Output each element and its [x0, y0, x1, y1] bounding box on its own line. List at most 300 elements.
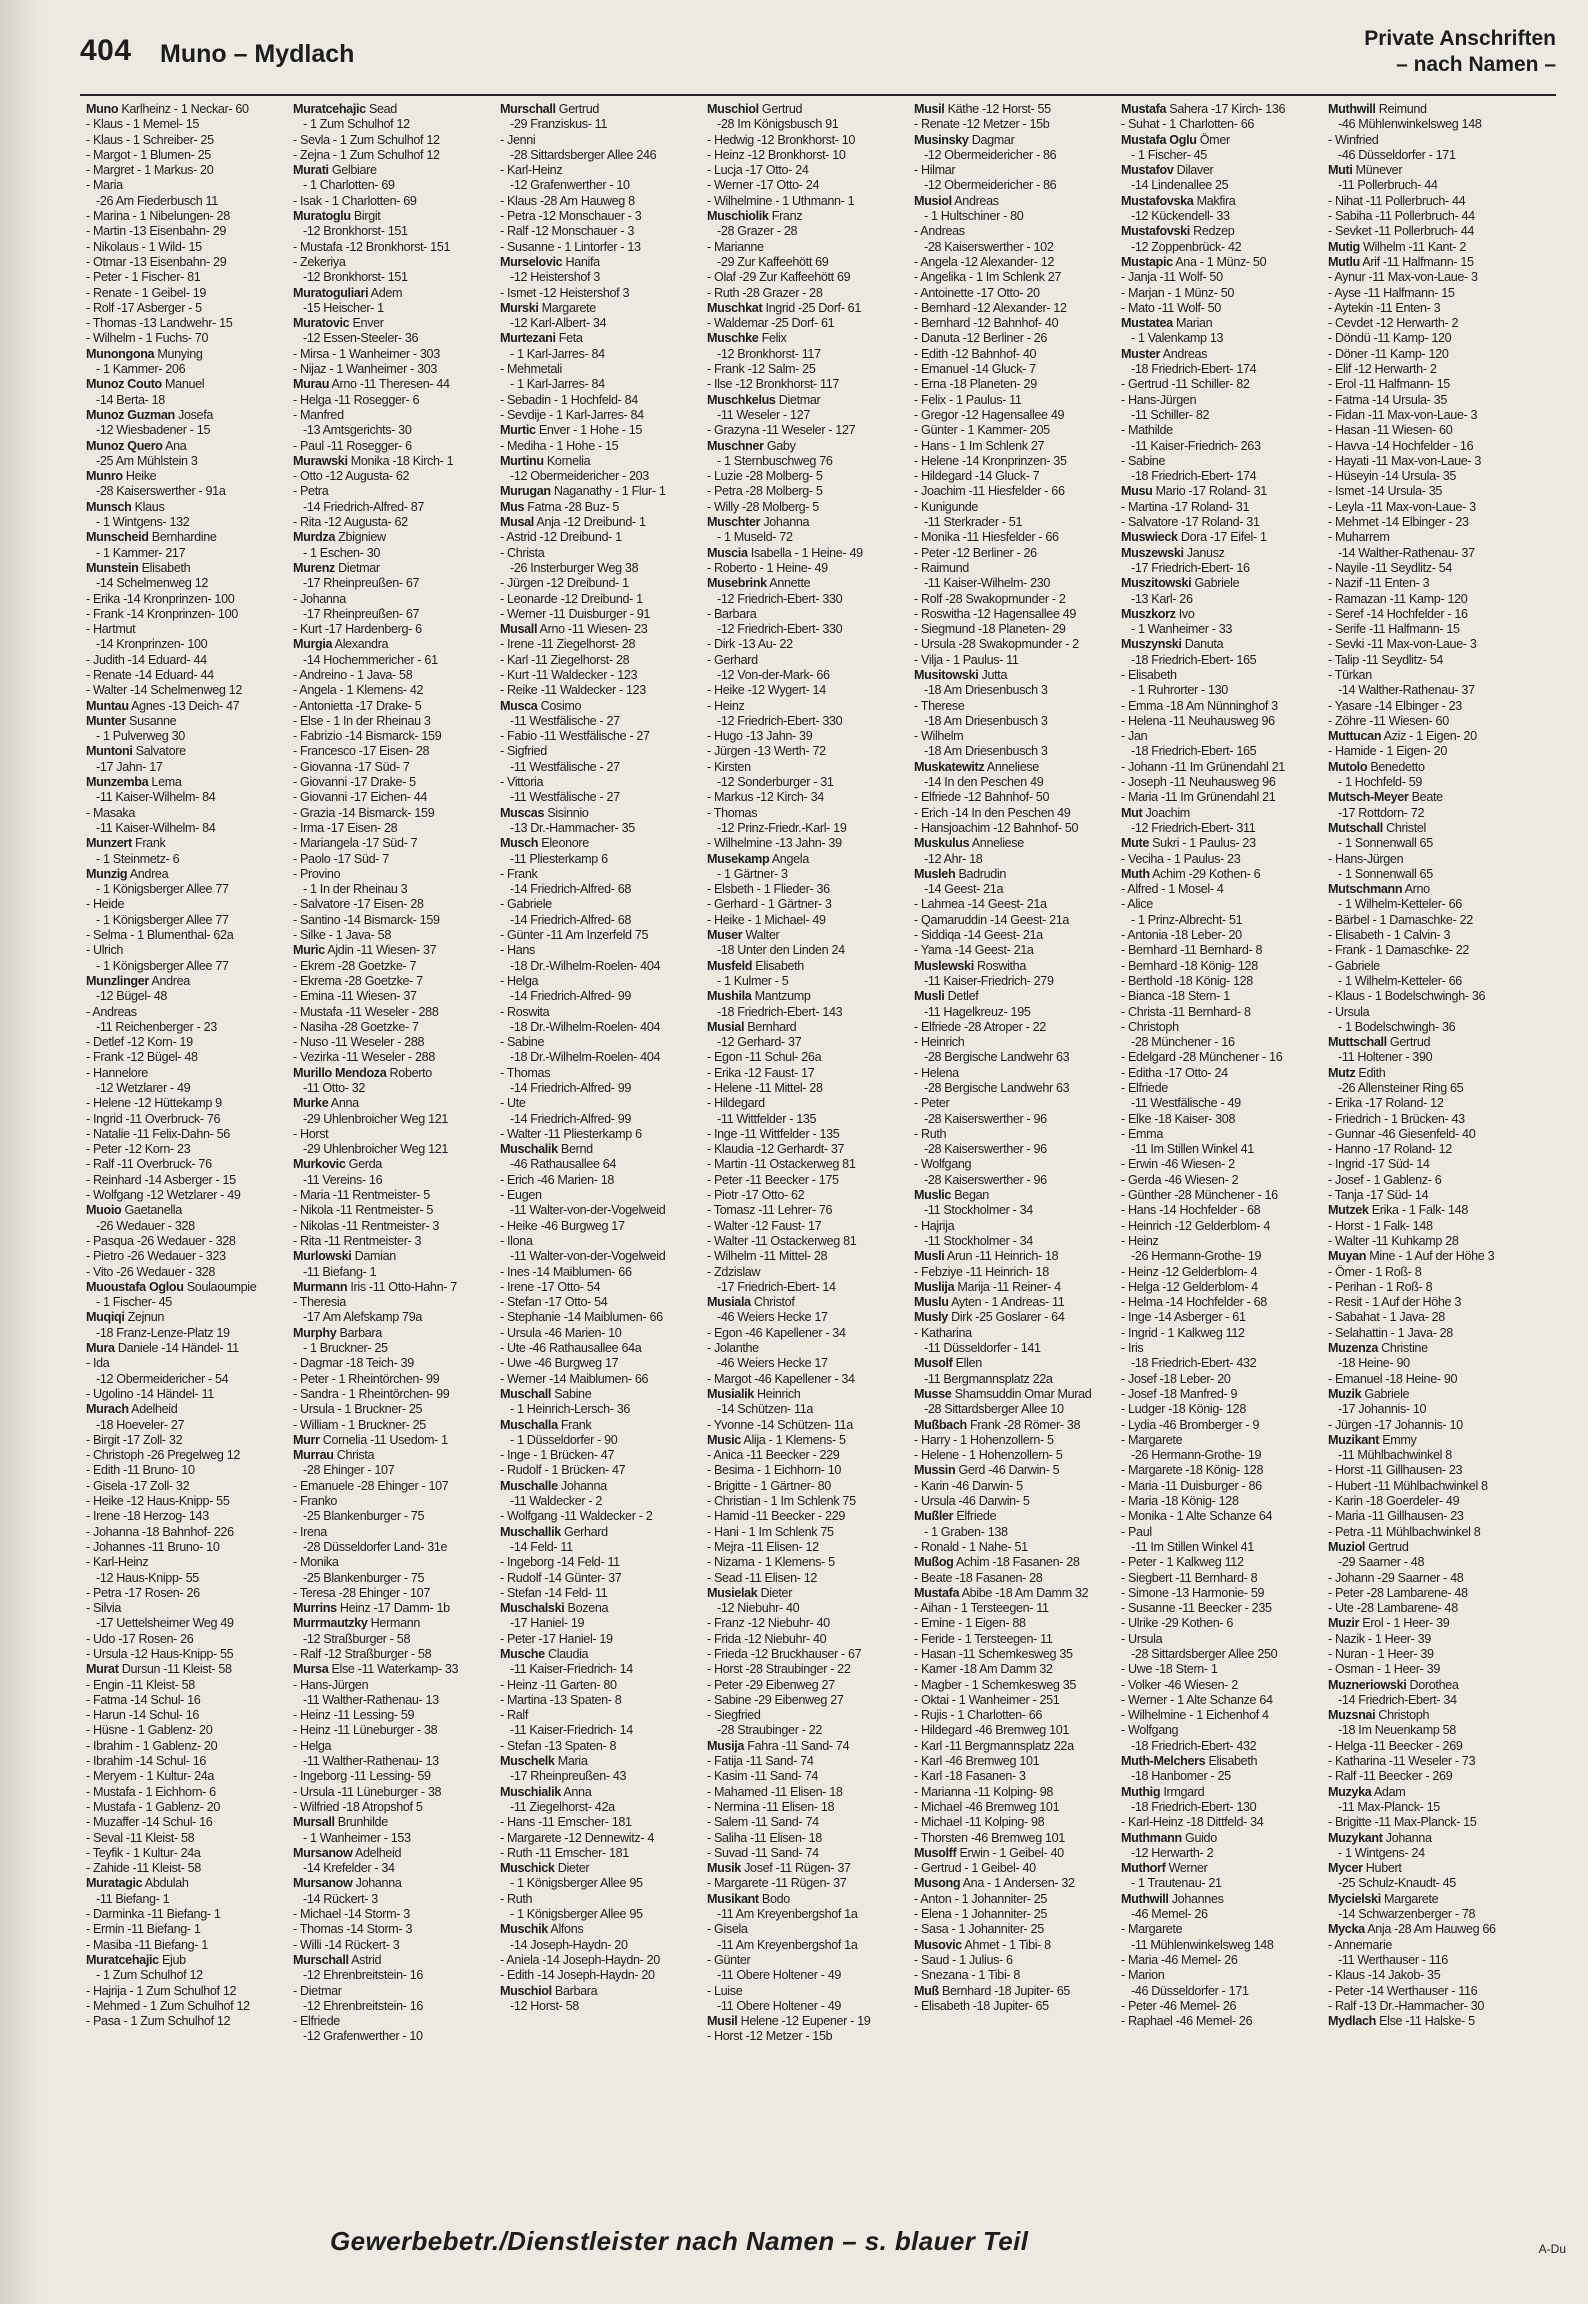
directory-entry: -11 Biefang- 1 — [303, 1264, 377, 1279]
directory-entry: -18 Hanbomer - 25 — [1131, 1769, 1231, 1784]
directory-entry: - Nermina -11 Elisen- 18 — [707, 1799, 835, 1814]
directory-entry: - Peter -28 Lambarene- 48 — [1328, 1585, 1468, 1600]
directory-entry: -28 Kaiserswerther - 91a — [96, 484, 226, 499]
directory-entry: - Ingrid - 1 Kalkweg 112 — [1121, 1325, 1245, 1340]
directory-entry: Muschialik Anna — [500, 1784, 592, 1799]
directory-entry: - Edith -12 Bahnhof- 40 — [914, 346, 1037, 361]
directory-entry: Muschelk Maria — [500, 1754, 588, 1769]
directory-entry: -26 Am Fiederbusch 11 — [96, 193, 218, 208]
directory-entry: - Stefan -14 Feld- 11 — [500, 1585, 608, 1600]
directory-entry: - Hans-Jürgen — [293, 1677, 369, 1692]
directory-entry: - Seref -14 Hochfelder - 16 — [1328, 606, 1468, 621]
directory-entry: - Gertrud - 1 Geibel- 40 — [914, 1861, 1036, 1876]
directory-entry: - Elisabeth - 1 Calvin- 3 — [1328, 928, 1451, 943]
directory-entry: - Manfred — [293, 407, 344, 422]
directory-entry: - Frank -12 Salm- 25 — [707, 362, 816, 377]
directory-entry: - Sabahat - 1 Java- 28 — [1328, 1310, 1445, 1325]
directory-entry: Muslewski Roswitha — [914, 958, 1026, 973]
directory-column-5 — [914, 102, 1112, 2202]
directory-entry: Muratcehajic Sead — [293, 102, 397, 116]
directory-entry: - Monika -11 Hiesfelder - 66 — [914, 530, 1059, 545]
directory-entry: Murati Gelbiare — [293, 163, 377, 178]
directory-entry: Musal Anja -12 Dreibund- 1 — [500, 515, 646, 530]
directory-entry: - Volker -46 Wiesen- 2 — [1121, 1677, 1238, 1692]
directory-entry: Muthwill Reimund — [1328, 102, 1427, 116]
directory-entry: - Nikolas -11 Rentmeister- 3 — [293, 1218, 440, 1233]
directory-entry: - Fatija -11 Sand- 74 — [707, 1754, 814, 1769]
directory-entry: - Giovanni -17 Drake- 5 — [293, 775, 416, 790]
directory-entry: - Mustafa - 1 Gablenz- 20 — [86, 1799, 221, 1814]
directory-entry: - Inge -11 Wittfelder - 135 — [707, 1126, 840, 1141]
directory-entry: - Karin -18 Goerdeler- 49 — [1328, 1494, 1460, 1509]
directory-entry: - Ronald - 1 Nahe- 51 — [914, 1539, 1028, 1554]
directory-entry: Murgia Alexandra — [293, 637, 389, 652]
directory-entry: - Darminka -11 Biefang- 1 — [86, 1907, 221, 1922]
directory-entry: -18 Am Driesenbusch 3 — [924, 713, 1048, 728]
directory-entry: Muzenza Christine — [1328, 1341, 1428, 1356]
directory-entry: - Nihat -11 Pollerbruch- 44 — [1328, 193, 1466, 208]
directory-entry: -12 Ehrenbreitstein- 16 — [303, 1998, 424, 2013]
directory-entry: - 1 Zum Schulhof 12 — [96, 1968, 203, 1983]
directory-entry: Munzlinger Andrea — [86, 973, 190, 988]
directory-entry: - Peter -11 Beecker - 175 — [707, 1172, 839, 1187]
directory-entry: - Peter -12 Berliner - 26 — [914, 545, 1037, 560]
directory-entry: - Stefan -13 Spaten- 8 — [500, 1738, 617, 1753]
directory-entry: - Ralf -12 Straßburger - 58 — [293, 1646, 432, 1661]
directory-entry: - Hans -11 Emscher- 181 — [500, 1815, 632, 1830]
directory-entry: Muziol Gertrud — [1328, 1539, 1409, 1554]
directory-entry: -18 Franz-Lenze-Platz 19 — [96, 1325, 230, 1340]
directory-entry: -12 Zoppenbrück- 42 — [1131, 239, 1242, 254]
directory-entry: -12 Karl-Albert- 34 — [510, 316, 607, 331]
directory-entry: -18 Heine- 90 — [1338, 1356, 1410, 1371]
directory-entry: - 1 Heinrich-Lersch- 36 — [510, 1402, 631, 1417]
directory-entry: Muttschall Gertrud — [1328, 1035, 1431, 1050]
directory-entry: -12 Ehrenbreitstein- 16 — [303, 1968, 424, 1983]
directory-entry: - Elfriede -28 Atroper - 22 — [914, 1019, 1046, 1034]
directory-entry: - Pasqua -26 Wedauer - 328 — [86, 1233, 236, 1248]
directory-entry: - Peter -12 Korn- 23 — [86, 1142, 191, 1157]
directory-entry: - Wolfgang — [914, 1157, 972, 1172]
directory-entry: - Perihan - 1 Roß- 8 — [1328, 1279, 1433, 1294]
directory-entry: Muszynski Danuta — [1121, 637, 1224, 652]
directory-entry: - Sevki -11 Max-von-Laue- 3 — [1328, 637, 1477, 652]
directory-entry: - Elisabeth — [1121, 667, 1177, 682]
directory-entry: - Hans -14 Hochfelder - 68 — [1121, 1203, 1261, 1218]
directory-entry: - Gabriele — [1328, 958, 1380, 973]
directory-entry: - Elena - 1 Johanniter- 25 — [914, 1907, 1048, 1922]
directory-entry: - 1 Sonnenwall 65 — [1338, 836, 1433, 851]
directory-entry: - Fabio -11 Westfälische - 27 — [500, 729, 650, 744]
directory-entry: - Kunigunde — [914, 499, 979, 514]
directory-entry: - Aynur -11 Max-von-Laue- 3 — [1328, 270, 1478, 285]
directory-entry: -14 Feld- 11 — [510, 1539, 573, 1554]
directory-entry: -46 Mühlenwinkelsweg 148 — [1338, 117, 1482, 132]
directory-entry: Muthorf Werner — [1121, 1861, 1208, 1876]
directory-entry: - Petra -11 Mühlbachwinkel 8 — [1328, 1524, 1481, 1539]
directory-entry: Muric Ajdin -11 Wiesen- 37 — [293, 943, 437, 958]
directory-column-1 — [86, 102, 284, 2202]
directory-entry: -18 Friedrich-Ebert- 174 — [1131, 469, 1257, 484]
directory-entry: -46 Weiers Hecke 17 — [717, 1356, 828, 1371]
directory-entry: - Fatma -14 Schul- 16 — [86, 1692, 201, 1707]
directory-entry: - Serife -11 Halfmann- 15 — [1328, 622, 1460, 637]
directory-entry: - 1 Prinz-Albrecht- 51 — [1131, 912, 1243, 927]
directory-entry: - Engin -11 Kleist- 58 — [86, 1677, 195, 1692]
directory-entry: - Maria -11 Rentmeister- 5 — [293, 1188, 430, 1203]
directory-entry: - Heike - 1 Michael- 49 — [707, 912, 826, 927]
directory-entry: -12 Obermeidericher - 86 — [924, 178, 1057, 193]
directory-entry: - 1 Graben- 138 — [924, 1524, 1008, 1539]
directory-entry: -14 Joseph-Haydn- 20 — [510, 1937, 628, 1952]
directory-entry: -17 Jahn- 17 — [96, 759, 163, 774]
directory-entry: - Maria -11 Im Grünendahl 21 — [1121, 790, 1276, 805]
directory-entry: - Jürgen -13 Werth- 72 — [707, 744, 826, 759]
directory-entry: Musch Eleonore — [500, 836, 589, 851]
directory-entry: - Masiba -11 Biefang- 1 — [86, 1937, 208, 1952]
directory-entry: - Sasa - 1 Johanniter- 25 — [914, 1922, 1044, 1937]
directory-entry: - Talip -11 Seydlitz- 54 — [1328, 652, 1444, 667]
directory-entry: -12 Bronkhorst- 151 — [303, 270, 408, 285]
directory-entry: -11 Am Kreyenbergshof 1a — [717, 1937, 858, 1952]
directory-entry: - Emma — [1121, 1126, 1163, 1141]
directory-entry: Musebrink Annette — [707, 576, 811, 591]
directory-entry: - Mahamed -11 Elisen- 18 — [707, 1784, 843, 1799]
directory-entry: Musija Fahra -11 Sand- 74 — [707, 1738, 850, 1753]
directory-entry: - Karl-Heinz — [500, 163, 563, 178]
directory-entry: -12 Grafenwerther - 10 — [510, 178, 630, 193]
directory-entry: -11 Obere Holtener - 49 — [717, 1998, 842, 2013]
directory-entry: - Gisela -17 Zoll- 32 — [86, 1478, 190, 1493]
directory-entry: - Ruth — [500, 1891, 533, 1906]
directory-entry: Musil Käthe -12 Horst- 55 — [914, 102, 1051, 116]
directory-entry: - Katharina -11 Weseler - 73 — [1328, 1754, 1476, 1769]
directory-entry: Mustafa Oglu Ömer — [1121, 132, 1230, 147]
directory-entry: Muzsnai Christoph — [1328, 1708, 1430, 1723]
directory-entry: - Hajrija — [914, 1218, 955, 1233]
directory-entry: Musly Dirk -25 Goslarer - 64 — [914, 1310, 1065, 1325]
directory-entry: - Ingrid -17 Süd- 14 — [1328, 1157, 1430, 1172]
directory-entry: Muskatewitz Anneliese — [914, 759, 1039, 774]
directory-entry: -28 Münchener - 16 — [1131, 1035, 1235, 1050]
directory-entry: - Febziye -11 Heinrich- 18 — [914, 1264, 1049, 1279]
directory-entry: - Ruth -11 Emscher- 181 — [500, 1845, 629, 1860]
directory-entry: - Helga — [293, 1738, 332, 1753]
directory-entry: Murillo Mendoza Roberto — [293, 1065, 432, 1080]
directory-entry: - Ursula - 1 Bruckner- 25 — [293, 1402, 423, 1417]
directory-entry: - Luise — [707, 1983, 743, 1998]
directory-entry: Musialik Heinrich — [707, 1386, 801, 1401]
directory-entry: - Rita -11 Rentmeister- 3 — [293, 1233, 422, 1248]
directory-entry: - Fidan -11 Max-von-Laue- 3 — [1328, 407, 1478, 422]
directory-entry: -14 Kronprinzen- 100 — [96, 637, 208, 652]
directory-entry: -11 Kaiser-Friedrich- 263 — [1131, 438, 1261, 453]
directory-entry: - Horst -12 Metzer - 15b — [707, 2029, 833, 2044]
directory-entry: Mus Fatma -28 Buz- 5 — [500, 499, 619, 514]
directory-entry: Mydlach Else -11 Halske- 5 — [1328, 2014, 1475, 2029]
directory-entry: - Hedwig -12 Bronkhorst- 10 — [707, 132, 856, 147]
directory-entry: - Klaus - 1 Schreiber- 25 — [86, 132, 214, 147]
directory-entry: -11 Mühlbachwinkel 8 — [1338, 1448, 1452, 1463]
directory-entry: - Heide — [86, 897, 125, 912]
directory-entry: - Inge -14 Asberger - 61 — [1121, 1310, 1246, 1325]
directory-entry: - Rolf -28 Swakopmunder - 2 — [914, 591, 1066, 606]
directory-entry: - Petra -17 Rosen- 26 — [86, 1585, 200, 1600]
directory-entry: - Leyla -11 Max-von-Laue- 3 — [1328, 499, 1476, 514]
directory-entry: - Antoinette -17 Otto- 20 — [914, 285, 1040, 300]
directory-entry: -28 Im Königsbusch 91 — [717, 117, 839, 132]
directory-entry: - Nuso -11 Weseler - 288 — [293, 1035, 425, 1050]
directory-entry: -28 Ehinger - 107 — [303, 1463, 395, 1478]
directory-entry: - Alice — [1121, 897, 1153, 912]
directory-entry: - Ismet -12 Heistershof 3 — [500, 285, 630, 300]
directory-entry: -28 Sittardsberger Allee 250 — [1131, 1646, 1278, 1661]
directory-entry: - Frank — [500, 866, 538, 881]
directory-entry: -18 Friedrich-Ebert- 174 — [1131, 362, 1257, 377]
directory-entry: Muszitowski Gabriele — [1121, 576, 1240, 591]
directory-entry: - Feride - 1 Tersteegen- 11 — [914, 1631, 1053, 1646]
directory-entry: Mursa Else -11 Waterkamp- 33 — [293, 1662, 459, 1677]
directory-entry: - Wolfgang -11 Waldecker - 2 — [500, 1509, 653, 1524]
directory-entry: Muschik Alfons — [500, 1922, 584, 1937]
directory-entry: - Brigitte - 1 Gärtner- 80 — [707, 1478, 831, 1493]
directory-entry: - Ruth -28 Grazer - 28 — [707, 285, 823, 300]
directory-entry: Muzyka Adam — [1328, 1784, 1406, 1799]
directory-entry: Mußog Achim -18 Fasanen- 28 — [914, 1555, 1080, 1570]
directory-entry: - Kirsten — [707, 759, 751, 774]
directory-entry: -18 Hoeveler- 27 — [96, 1417, 185, 1432]
directory-entry: - Ralf -13 Dr.-Hammacher- 30 — [1328, 1998, 1485, 2013]
directory-entry: - Kurt -17 Hardenberg- 6 — [293, 622, 422, 637]
directory-entry: - Beate -18 Fasanen- 28 — [914, 1570, 1043, 1585]
directory-entry: - Ursula -46 Marien- 10 — [500, 1325, 622, 1340]
directory-entry: - Roswitha -12 Hagensallee 49 — [914, 606, 1077, 621]
directory-entry: - Saud - 1 Julius- 6 — [914, 1952, 1013, 1967]
directory-entry: - Helena — [914, 1065, 959, 1080]
directory-entry: Muscas Sisinnio — [500, 805, 589, 820]
directory-entry: - Franko — [293, 1494, 338, 1509]
directory-entry: - Hubert -11 Mühlbachwinkel 8 — [1328, 1478, 1488, 1493]
directory-entry: Murselovic Hanifa — [500, 254, 600, 269]
section-title-line-2: – nach Namen – — [1396, 53, 1556, 76]
directory-entry: - Bärbel - 1 Damaschke- 22 — [1328, 912, 1473, 927]
directory-entry: - Siegbert -11 Bernhard- 8 — [1121, 1570, 1258, 1585]
directory-entry: - Josef -18 Leber- 20 — [1121, 1371, 1231, 1386]
directory-entry: -11 Pollerbruch- 44 — [1338, 178, 1438, 193]
directory-entry: - Mejra -11 Elisen- 12 — [707, 1539, 819, 1554]
directory-entry: - Helma -14 Hochfelder - 68 — [1121, 1295, 1267, 1310]
directory-entry: - Mirsa - 1 Wanheimer - 303 — [293, 346, 440, 361]
directory-entry: - Meryem - 1 Kultur- 24a — [86, 1769, 215, 1784]
directory-entry: - Margarete -18 König- 128 — [1121, 1463, 1264, 1478]
directory-entry: - Stephanie -14 Maiblumen- 66 — [500, 1310, 663, 1325]
section-title-line-1: Private Anschriften — [1364, 27, 1556, 50]
directory-entry: - Ute -46 Rathausallee 64a — [500, 1341, 642, 1356]
directory-entry: - Ute — [500, 1096, 526, 1111]
directory-entry: -18 Friedrich-Ebert- 143 — [717, 1004, 843, 1019]
directory-entry: Musiala Christof — [707, 1295, 795, 1310]
directory-entry: Mycer Hubert — [1328, 1861, 1402, 1876]
directory-entry: -14 Friedrich-Alfred- 99 — [510, 1081, 632, 1095]
directory-entry: - Isak - 1 Charlotten- 69 — [293, 193, 417, 208]
directory-entry: - Emanuel -14 Gluck- 7 — [914, 362, 1036, 377]
directory-entry: -11 Mühlenwinkelsweg 148 — [1131, 1937, 1274, 1952]
directory-entry: - Aniela -14 Joseph-Haydn- 20 — [500, 1952, 660, 1967]
directory-entry: Munoz Couto Manuel — [86, 377, 205, 392]
directory-entry: - Hildegard -14 Gluck- 7 — [914, 469, 1040, 484]
directory-entry: -29 Zur Kaffeehött 69 — [717, 254, 829, 269]
directory-entry: - Teresa -28 Ehinger - 107 — [293, 1585, 430, 1600]
directory-entry: - Erna -18 Planeten- 29 — [914, 377, 1037, 392]
directory-entry: -14 Berta- 18 — [96, 392, 165, 407]
directory-entry: - Johanna — [293, 591, 346, 606]
directory-entry: - Marianne — [707, 239, 764, 254]
directory-entry: - Seval -11 Kleist- 58 — [86, 1830, 195, 1845]
directory-entry: - Thomas — [500, 1065, 551, 1080]
directory-entry: Muslija Marija -11 Reiner- 4 — [914, 1279, 1061, 1294]
directory-entry: - Heinz -12 Gelderblom- 4 — [1121, 1264, 1258, 1279]
directory-entry: - Roberto - 1 Heine- 49 — [707, 560, 828, 575]
directory-entry: - Margret - 1 Markus- 20 — [86, 163, 214, 178]
directory-entry: -11 Biefang- 1 — [96, 1891, 170, 1906]
directory-entry: Mussin Gerd -46 Darwin- 5 — [914, 1463, 1060, 1478]
directory-entry: - Siddiqa -14 Geest- 21a — [914, 928, 1043, 943]
directory-entry: - 1 In der Rheinau 3 — [303, 882, 408, 897]
directory-entry: -14 Friedrich-Alfred- 68 — [510, 912, 632, 927]
directory-entry: - Hilmar — [914, 163, 956, 178]
directory-entry: -11 Im Stillen Winkel 41 — [1131, 1539, 1254, 1554]
directory-entry: - Sevket -11 Pollerbruch- 44 — [1328, 224, 1475, 239]
directory-entry: -11 Walter-von-der-Vogelweid — [510, 1249, 666, 1264]
directory-entry: Murdza Zbigniew — [293, 530, 386, 545]
directory-entry: - Ingeborg -14 Feld- 11 — [500, 1555, 620, 1570]
header-rule — [80, 94, 1556, 96]
directory-entry: - Vezirka -11 Weseler - 288 — [293, 1050, 435, 1065]
directory-entry: -11 Stockholmer - 34 — [924, 1203, 1033, 1218]
directory-entry: - Maria — [86, 178, 123, 193]
directory-entry: - Yasare -14 Elbinger - 23 — [1328, 698, 1462, 713]
directory-entry: -17 Friedrich-Ebert- 16 — [1131, 560, 1250, 575]
directory-entry: - Vilja - 1 Paulus- 11 — [914, 652, 1019, 667]
directory-entry: - Editha -17 Otto- 24 — [1121, 1065, 1228, 1080]
directory-entry: Mußbach Frank -28 Römer- 38 — [914, 1417, 1081, 1432]
directory-entry: -14 Friedrich-Alfred- 99 — [510, 989, 632, 1004]
directory-entry: - Egon -11 Schul- 26a — [707, 1050, 822, 1065]
directory-entry: - Peter -14 Werthauser - 116 — [1328, 1983, 1478, 1998]
directory-entry: - Masaka — [86, 805, 135, 820]
directory-entry: - Petra -12 Monschauer - 3 — [500, 209, 642, 224]
directory-entry: - Harry - 1 Hohenzollern- 5 — [914, 1432, 1054, 1447]
directory-entry: - Wilhelmine - 1 Uthmann- 1 — [707, 193, 855, 208]
directory-entry: - Birgit -17 Zoll- 32 — [86, 1432, 183, 1447]
directory-entry: - Rita -12 Augusta- 62 — [293, 515, 408, 530]
directory-entry: Muzir Erol - 1 Heer- 39 — [1328, 1616, 1450, 1631]
name-range-title: Muno – Mydlach — [160, 40, 355, 68]
directory-entry: - Klaus - 1 Memel- 15 — [86, 117, 200, 132]
directory-entry: - Werner - 1 Alte Schanze 64 — [1121, 1692, 1273, 1707]
directory-entry: - Jan — [1121, 729, 1148, 744]
directory-entry: - Olaf -29 Zur Kaffeehött 69 — [707, 270, 851, 285]
directory-entry: - Suhat - 1 Charlotten- 66 — [1121, 117, 1255, 132]
directory-entry: - Bianca -18 Stern- 1 — [1121, 989, 1230, 1004]
directory-entry: Muschkelus Dietmar — [707, 392, 821, 407]
directory-entry: - Willi -14 Rückert- 3 — [293, 1937, 400, 1952]
directory-entry: - Günter - 1 Kammer- 205 — [914, 423, 1050, 438]
directory-entry: - Ursula -46 Darwin- 5 — [914, 1494, 1030, 1509]
directory-entry: - Renate -12 Metzer - 15b — [914, 117, 1050, 132]
directory-entry: - Wolfgang -12 Wetzlarer - 49 — [86, 1188, 241, 1203]
directory-entry: Musolf Ellen — [914, 1356, 982, 1371]
directory-entry: - Hüsne - 1 Gablenz- 20 — [86, 1723, 213, 1738]
directory-entry: - Sead -11 Elisen- 12 — [707, 1570, 818, 1585]
directory-entry: Munongona Munying — [86, 346, 203, 361]
directory-entry: -12 Essen-Steeler- 36 — [303, 331, 419, 346]
directory-entry: - Raimund — [914, 560, 969, 575]
directory-entry: - Sevdije - 1 Karl-Jarres- 84 — [500, 407, 644, 422]
directory-entry: Murau Arno -11 Theresen- 44 — [293, 377, 450, 392]
directory-entry: - Sabiha -11 Pollerbruch- 44 — [1328, 209, 1475, 224]
directory-entry: -12 Friedrich-Ebert- 330 — [717, 713, 843, 728]
directory-entry: -12 Herwarth- 2 — [1131, 1845, 1214, 1860]
directory-entry: - Dagmar -18 Teich- 39 — [293, 1356, 414, 1371]
directory-entry: - Christian - 1 Im Schlenk 75 — [707, 1494, 856, 1509]
directory-entry: Murski Margarete — [500, 300, 596, 315]
directory-entry: - Klaus - 1 Bodelschwingh- 36 — [1328, 989, 1486, 1004]
directory-entry: - Nasiha -28 Goetzke- 7 — [293, 1019, 419, 1034]
directory-entry: -28 Straubinger - 22 — [717, 1723, 823, 1738]
directory-entry: Musial Bernhard — [707, 1019, 797, 1034]
directory-entry: - Helene - 1 Hohenzollern- 5 — [914, 1448, 1063, 1463]
directory-entry: - Kurt -11 Waldecker - 123 — [500, 667, 638, 682]
directory-entry: -12 Obermeidericher - 86 — [924, 147, 1057, 162]
directory-entry: - Erich -14 In den Peschen 49 — [914, 805, 1071, 820]
directory-entry: Mutschmann Arno — [1328, 882, 1430, 897]
directory-entry: - Erwin -46 Wiesen- 2 — [1121, 1157, 1235, 1172]
directory-entry: - Reinhard -14 Asberger - 15 — [86, 1172, 236, 1187]
directory-entry: Muscia Isabella - 1 Heine- 49 — [707, 545, 863, 560]
directory-entry: -11 Am Kreyenbergshof 1a — [717, 1907, 858, 1922]
directory-entry: - Frida -12 Niebuhr- 40 — [707, 1631, 827, 1646]
directory-column-6 — [1121, 102, 1319, 2202]
directory-entry: - Astrid -12 Dreibund- 1 — [500, 530, 622, 545]
directory-entry: - Mustafa - 1 Eichhorn- 6 — [86, 1784, 216, 1799]
directory-entry: - Thomas — [707, 805, 758, 820]
directory-entry: - Pietro -26 Wedauer - 323 — [86, 1249, 226, 1264]
directory-entry: Musovic Ahmet - 1 Tibi- 8 — [914, 1937, 1051, 1952]
directory-entry: - Renate -14 Eduard- 44 — [86, 667, 214, 682]
directory-entry: Munzert Frank — [86, 836, 166, 851]
directory-entry: - 1 Kulmer - 5 — [717, 973, 789, 988]
directory-entry: - Brigitte -11 Max-Planck- 15 — [1328, 1815, 1477, 1830]
directory-entry: - Mediha - 1 Hohe - 15 — [500, 438, 619, 453]
directory-entry: Musu Mario -17 Roland- 31 — [1121, 484, 1267, 499]
directory-entry: -11 Westfälische - 27 — [510, 759, 620, 774]
directory-entry: - 1 Ruhrorter - 130 — [1131, 683, 1228, 698]
directory-column-4 — [707, 102, 905, 2202]
directory-entry: - Suvad -11 Sand- 74 — [707, 1845, 819, 1860]
directory-entry: - Andreas — [86, 1004, 137, 1019]
directory-entry: Muratovic Enver — [293, 316, 384, 331]
directory-entry: - Mehmetali — [500, 362, 562, 377]
directory-entry: - Gabriele — [500, 897, 552, 912]
directory-entry: - Ilona — [500, 1233, 533, 1248]
directory-entry: -11 Kaiser-Wilhelm- 230 — [924, 576, 1051, 591]
directory-entry: Murenz Dietmar — [293, 560, 380, 575]
directory-entry: - Mato -11 Wolf- 50 — [1121, 300, 1221, 315]
directory-entry: - Hamide - 1 Eigen- 20 — [1328, 744, 1447, 759]
directory-entry: Muratoguliari Adem — [293, 285, 403, 300]
directory-entry: Murat Dursun -11 Kleist- 58 — [86, 1662, 232, 1677]
